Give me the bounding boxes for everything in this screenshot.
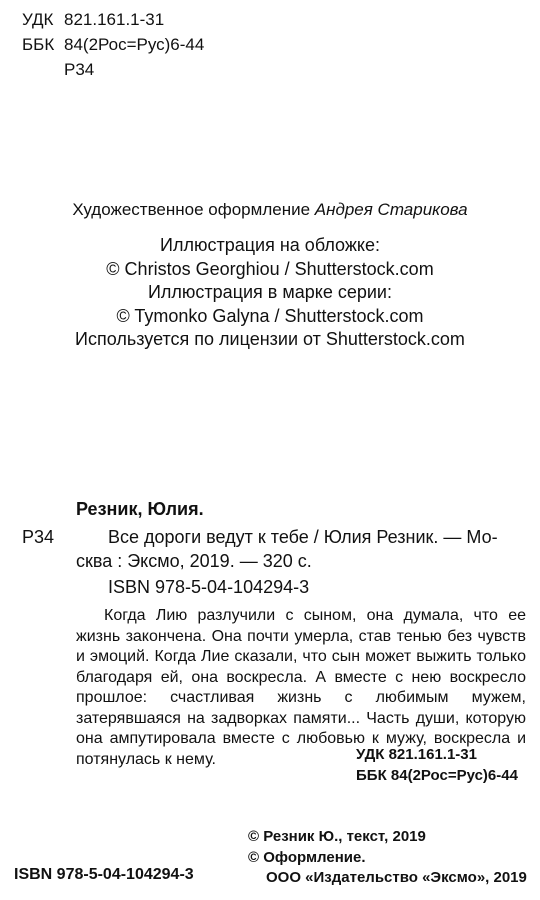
card-author: Резник, Юлия. [76,499,204,519]
annotation-text: Когда Лию разлучили с сыном, она думала, что ее жизнь закончена. Она почти умерла, став тенью без чувств и эмоций. Когда Лие сказали, что сын может выжить только благодаря ей, она воскресла. А вместе с нею воскресло прошлое: счастливая жизнь с любимым мужем, затерявшаяся на задворках памяти... Часть души, которую она ампутировала вместе с любовью к мужу, воскресла и потянулась к нему. [76,607,526,768]
card-title-line-2: сква : Эксмо, 2019. — 320 с. [76,551,312,571]
card-isbn: ISBN 978-5-04-104294-3 [108,577,310,597]
author-mark-card: Р34 [22,527,55,547]
card-bbk: ББК 84(2Рос=Рус)6-44 [356,767,518,784]
bbk-label: ББК [22,35,55,54]
card-udk: УДК 821.161.1-31 [356,746,477,763]
udk-label: УДК [22,10,54,29]
footer-isbn: ISBN 978-5-04-104294-3 [14,866,194,883]
credit-line: © Christos Georghiou / Shutterstock.com [106,258,434,279]
design-credit-prefix: Художественное оформление [72,200,315,219]
credit-line: Иллюстрация на обложке: [160,235,380,255]
credit-line: Иллюстрация в марке серии: [147,282,392,302]
udk-value: 821.161.1-31 [64,10,165,29]
credit-line: © Tymonko Galyna / Shutterstock.com [116,305,424,326]
design-credit [0,200,540,220]
copyright-design: © Оформление. [248,849,366,866]
card-title-line-1: Все дороги ведут к тебе / Юлия Резник. — Мо- [108,527,498,547]
design-credit-name: Андрея Старикова [314,200,468,219]
copyright-author: © Резник Ю., текст, 2019 [248,828,426,845]
credit-line: Используется по лицензии от Shutterstock.com [75,329,465,349]
bbk-value: 84(2Рос=Рус)6-44 [64,35,205,54]
copyright-publisher: ООО «Издательство «Эксмо», 2019 [266,869,527,886]
illustration-credits [0,234,540,352]
author-mark-top: Р34 [64,60,95,79]
